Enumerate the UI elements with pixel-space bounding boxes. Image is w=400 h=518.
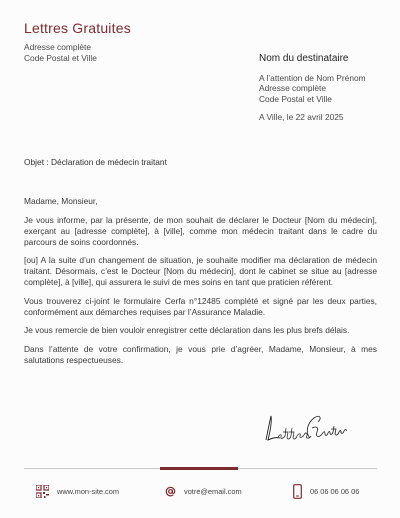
recipient-address: Adresse complète (259, 83, 327, 93)
footer-phone (293, 483, 359, 499)
footer-website (36, 483, 119, 499)
salutation: Madame, Monsieur, (24, 196, 98, 206)
letter-subject: Objet : Déclaration de médecin traitant (24, 157, 167, 167)
recipient-attention: A l’attention de Nom Prénom (259, 72, 366, 83)
sender-block (24, 42, 97, 63)
brand-title: Lettres Gratuites (24, 20, 131, 36)
website-text[interactable]: www.mon-site.com (57, 486, 120, 496)
body-paragraph: Je vous informe, par la présente, de mon souhait de déclarer le Docteur [Nom du médecin], exerçant au [adresse complète], à [ville], comme mon médecin traitant dans le cadre du parcours de soins coordonnés. (24, 214, 377, 247)
phone-text[interactable]: 06 06 06 06 06 (310, 486, 360, 496)
footer-email (165, 483, 242, 499)
sender-postal: Code Postal et Ville (24, 52, 97, 63)
letter-date: A Ville, le 22 avril 2025 (259, 112, 344, 122)
body-paragraph: Vous trouverez ci-joint le formulaire Cerfa n°12485 complété et signé par les deux parties, conformément aux démarches requises par l’Assurance Maladie. (24, 295, 377, 317)
at-sign-icon (165, 486, 176, 497)
qr-code-icon (36, 485, 49, 498)
body-paragraph: Je vous remercie de bien vouloir enregistrer cette déclaration dans les plus brefs délais. (24, 325, 350, 335)
recipient-postal: Code Postal et Ville (259, 93, 332, 104)
recipient-block (259, 54, 366, 104)
email-text[interactable]: votre@email.com (184, 486, 242, 496)
sender-address: Adresse complète (24, 42, 92, 52)
handwritten-signature (262, 410, 347, 446)
recipient-name: Nom du destinataire (259, 53, 349, 64)
footer-accent-bar (160, 467, 238, 470)
letter-body (24, 196, 377, 373)
footer (0, 483, 400, 503)
phone-icon (293, 484, 302, 499)
body-paragraph: [ou] A la suite d’un changement de situation, je souhaite modifier ma déclaration de médecin traitant. Désormais, c’est le Docteur [Nom du médecin], dont le cabinet se situe au [adresse complète], à [ville], qui assurera le suivi de mes soins en tant que praticien référent. (24, 255, 377, 287)
body-paragraph: Dans l’attente de votre confirmation, je vous prie d’agréer, Madame, Monsieur, à mes salutations respectueuses. (24, 343, 377, 365)
